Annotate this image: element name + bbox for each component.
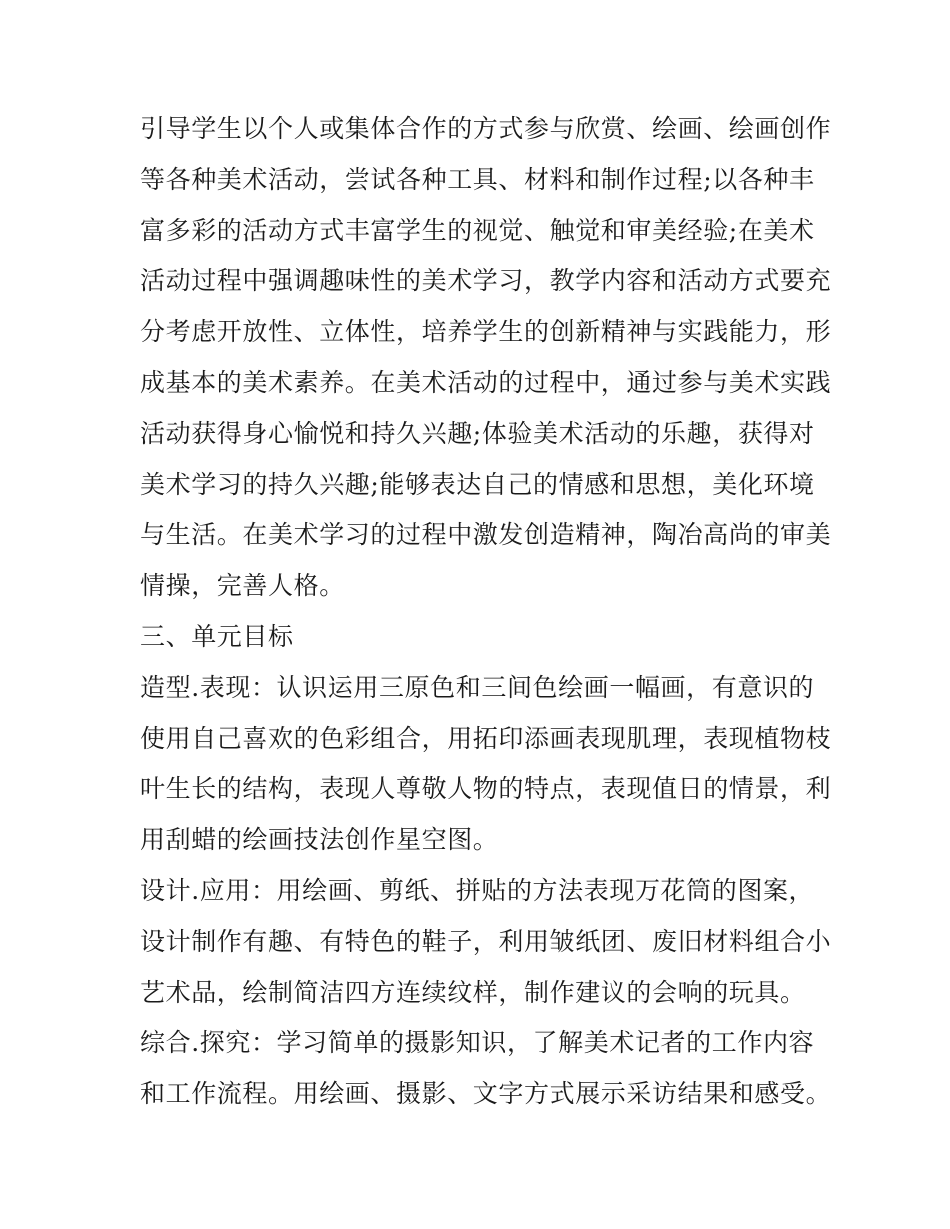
text-line: 成基本的美术素养。在美术活动的过程中，通过参与美术实践 — [140, 367, 832, 397]
text-line: 分考虑开放性、立体性，培养学生的创新精神与实践能力，形 — [140, 317, 832, 347]
text-line: 艺术品，绘制简洁四方连续纹样，制作建议的会响的玩具。 — [140, 977, 806, 1007]
document-body — [140, 104, 832, 1120]
text-line: 美术学习的持久兴趣;能够表达自己的情感和思想，美化环境 — [140, 469, 815, 499]
text-line: 与生活。在美术学习的过程中激发创造精神，陶冶高尚的审美 — [140, 520, 832, 550]
text-line: 设计制作有趣、有特色的鞋子，利用皱纸团、废旧材料组合小 — [140, 926, 832, 956]
text-line: 使用自己喜欢的色彩组合，用拓印添画表现肌理，表现植物枝 — [140, 723, 832, 753]
text-line: 造型.表现：认识运用三原色和三间色绘画一幅画，有意识的 — [140, 672, 815, 702]
text-line: 综合.探究：学习简单的摄影知识，了解美术记者的工作内容 — [140, 1028, 815, 1058]
text-line: 等各种美术活动，尝试各种工具、材料和制作过程;以各种丰 — [140, 164, 815, 194]
text-line: 引导学生以个人或集体合作的方式参与欣赏、绘画、绘画创作 — [140, 114, 832, 143]
text-line: 叶生长的结构，表现人尊敬人物的特点，表现值日的情景，利 — [140, 774, 832, 804]
text-line: 活动过程中强调趣味性的美术学习，教学内容和活动方式要充 — [140, 266, 832, 296]
text-line: 情操，完善人格。 — [140, 571, 345, 601]
text-line: 富多彩的活动方式丰富学生的视觉、触觉和审美经验;在美术 — [140, 215, 815, 245]
text-line: 活动获得身心愉悦和持久兴趣;体验美术活动的乐趣，获得对 — [140, 418, 815, 448]
text-line: 和工作流程。用绘画、摄影、文字方式展示采访结果和感受。 — [140, 1079, 832, 1109]
text-line: 设计.应用：用绘画、剪纸、拼贴的方法表现万花筒的图案， — [140, 875, 815, 905]
text-line: 用刮蜡的绘画技法创作星空图。 — [140, 825, 499, 855]
section-heading: 三、单元目标 — [140, 621, 294, 651]
